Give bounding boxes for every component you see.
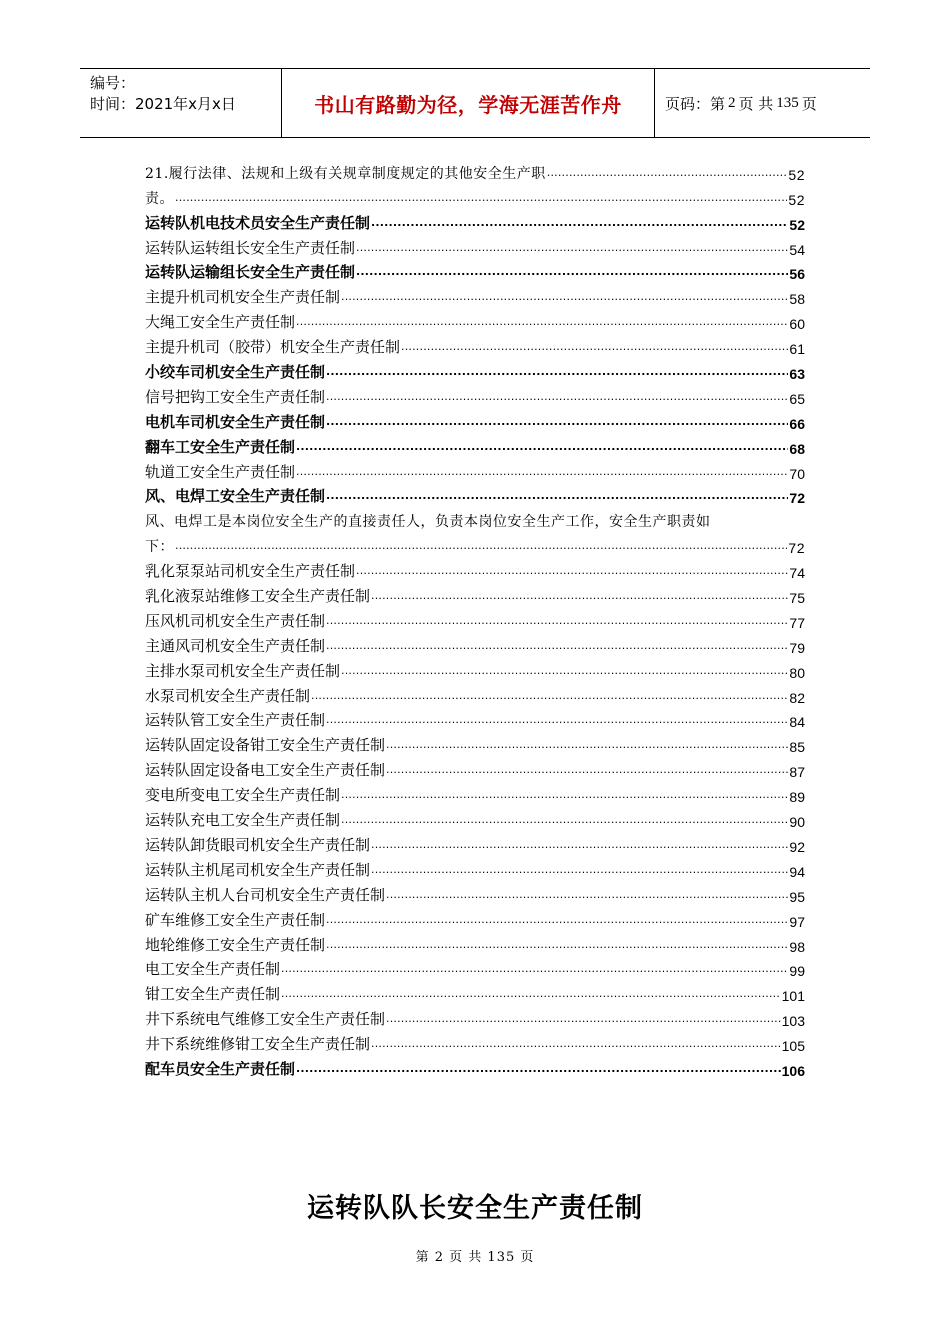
toc-leader-dots [371,589,788,602]
toc-entry-title: 运转队主机人台司机安全生产责任制 [145,885,386,904]
toc-entry[interactable] [145,1029,805,1054]
page-number: 2 [728,94,736,111]
toc-leader-dots [326,415,788,428]
toc-leader-dots [296,465,788,478]
toc-entry-title: 信号把钩工安全生产责任制 [145,387,326,406]
toc-entry-title: 地轮维修工安全生产责任制 [145,935,326,954]
toc-entry-page: 60 [789,316,805,333]
toc-entry[interactable] [145,357,805,382]
toc-entry[interactable] [145,208,805,233]
toc-entry-page: 80 [789,664,805,681]
toc-entry-title: 运转队充电工安全生产责任制 [145,811,341,830]
toc-entry[interactable] [145,905,805,930]
toc-entry-title: 井下系统维修钳工安全生产责任制 [145,1035,371,1054]
toc-leader-dots [341,664,788,677]
toc-entry-title: 运转队卸货眼司机安全生产责任制 [145,835,371,854]
toc-entry[interactable] [145,805,805,830]
toc-entry-page: 56 [789,266,805,283]
toc-entry-title: 运转队主机尾司机安全生产责任制 [145,860,371,879]
toc-entry-page: 98 [789,938,805,955]
toc-leader-dots [175,191,787,204]
toc-entry[interactable] [145,282,805,307]
toc-entry-page: 63 [789,366,805,383]
toc-entry-page: 52 [788,166,805,183]
toc-entry[interactable] [145,158,805,183]
toc-entry[interactable] [145,730,805,755]
toc-entry-title: 小绞车司机安全生产责任制 [145,363,326,382]
toc-entry-title: 运转队固定设备电工安全生产责任制 [145,761,386,780]
toc-entry-page: 61 [789,341,805,358]
toc-entry-page: 84 [789,714,805,731]
toc-leader-dots [371,1037,781,1050]
toc-entry-title: 变电所变电工安全生产责任制 [145,786,341,805]
toc-entry[interactable] [145,681,805,706]
toc-entry-page: 72 [789,490,805,507]
toc-entry-title: 运转队运输组长安全生产责任制 [145,263,356,282]
toc-leader-dots [296,440,788,453]
toc-entry-title: 下： [145,539,174,556]
toc-entry-title: 主通风司机安全生产责任制 [145,636,326,655]
toc-entry-page: 95 [789,888,805,905]
toc-entry-title: 轨道工安全生产责任制 [145,462,296,481]
toc-entry[interactable] [145,706,805,731]
toc-entry-title: 运转队运转组长安全生产责任制 [145,238,356,257]
header-page-info [655,69,870,137]
toc-entry[interactable] [145,407,805,432]
toc-entry-page: 74 [789,565,805,582]
page-mid: 页 共 [738,94,774,113]
toc-leader-dots [311,689,788,702]
toc-entry[interactable] [145,1054,805,1079]
table-of-contents [145,158,805,1079]
page-suffix: 页 [801,94,817,113]
time-label: 时间：2021年x月x日 [90,95,236,113]
toc-entry-page: 82 [789,689,805,706]
toc-entry[interactable] [145,556,805,581]
toc-entry-title: 运转队固定设备钳工安全生产责任制 [145,736,386,755]
toc-entry[interactable] [145,979,805,1004]
toc-entry[interactable] [145,332,805,357]
toc-entry-page: 90 [789,814,805,831]
page-header [80,68,870,138]
toc-entry-title: 责。 [145,190,174,207]
toc-entry-page: 72 [788,540,805,557]
toc-leader-dots [281,987,781,1000]
toc-leader-dots [371,216,788,229]
toc-leader-dots [326,365,788,378]
toc-entry-title: 大绳工安全生产责任制 [145,313,296,332]
toc-leader-dots [371,863,788,876]
toc-leader-dots [386,888,788,901]
toc-entry-page: 77 [789,614,805,631]
toc-entry-page: 52 [789,216,805,233]
toc-entry[interactable] [145,382,805,407]
toc-leader-dots [356,265,788,278]
toc-entry[interactable] [145,880,805,905]
toc-entry-title: 乳化泵泵站司机安全生产责任制 [145,562,356,581]
toc-entry-title: 配车员安全生产责任制 [145,1059,296,1078]
toc-leader-dots [326,390,788,403]
toc-entry[interactable] [145,307,805,332]
toc-entry-title: 主提升机司（胶带）机安全生产责任制 [145,338,401,357]
toc-entry[interactable] [145,233,805,258]
toc-entry-title: 翻车工安全生产责任制 [145,437,296,456]
toc-leader-dots [371,838,788,851]
toc-entry[interactable] [145,780,805,805]
toc-entry-page: 58 [789,291,805,308]
toc-entry-title: 井下系统电气维修工安全生产责任制 [145,1010,386,1029]
toc-entry-title: 乳化液泵站维修工安全生产责任制 [145,587,371,606]
toc-entry-page: 105 [781,1038,805,1055]
toc-entry-title: 矿车维修工安全生产责任制 [145,910,326,929]
toc-entry[interactable] [145,855,805,880]
toc-entry[interactable] [145,656,805,681]
toc-paragraph-line: 风、电焊工是本岗位安全生产的直接责任人，负责本岗位安全生产工作，安全生产职责如 [145,514,711,531]
toc-entry-page: 97 [789,913,805,930]
toc-entry[interactable] [145,457,805,482]
page-total: 135 [776,94,799,111]
toc-entry-page: 65 [789,390,805,407]
toc-entry[interactable] [145,930,805,955]
toc-entry-title: 电工安全生产责任制 [145,960,281,979]
toc-entry[interactable] [145,258,805,283]
header-meta [80,69,282,137]
toc-entry[interactable] [145,1004,805,1029]
toc-entry-title: 压风机司机安全生产责任制 [145,611,326,630]
toc-leader-dots [547,166,788,179]
toc-leader-dots [386,763,788,776]
toc-leader-dots [326,639,788,652]
toc-entry[interactable] [145,830,805,855]
toc-entry-title: 风、电焊工安全生产责任制 [145,487,326,506]
toc-entry-page: 70 [789,465,805,482]
toc-entry[interactable] [145,482,805,507]
toc-entry[interactable] [145,755,805,780]
toc-leader-dots [341,813,788,826]
toc-leader-dots [401,340,788,353]
toc-entry[interactable] [145,955,805,980]
toc-entry-page: 75 [789,590,805,607]
toc-entry-page: 85 [789,739,805,756]
code-label: 编号： [90,74,136,92]
toc-entry[interactable] [145,581,805,606]
toc-leader-dots [326,489,788,502]
toc-entry-title: 运转队机电技术员安全生产责任制 [145,213,371,232]
toc-entry-page: 66 [789,415,805,432]
toc-entry-page: 87 [789,764,805,781]
toc-leader-dots [386,1012,781,1025]
toc-entry-page: 89 [789,789,805,806]
toc-leader-dots [296,1062,781,1075]
toc-leader-dots [341,788,788,801]
page-prefix: 页码：第 [665,94,726,113]
toc-entry-title: 21.履行法律、法规和上级有关规章制度规定的其他安全生产职 [145,165,546,182]
toc-leader-dots [296,315,788,328]
toc-leader-dots [326,713,788,726]
toc-entry-page: 103 [781,1013,805,1030]
toc-leader-dots [326,938,788,951]
toc-leader-dots [356,241,788,254]
toc-entry-page: 92 [789,838,805,855]
toc-entry-page: 52 [788,191,805,208]
toc-leader-dots [281,962,788,975]
toc-entry-title: 水泵司机安全生产责任制 [145,686,311,705]
toc-entry-page: 68 [789,440,805,457]
toc-leader-dots [326,913,788,926]
toc-entry[interactable] [145,631,805,656]
toc-leader-dots [341,290,788,303]
toc-entry-title: 钳工安全生产责任制 [145,985,281,1004]
toc-leader-dots [386,738,788,751]
toc-leader-dots [356,564,788,577]
toc-entry-page: 94 [789,863,805,880]
toc-leader-dots [175,539,787,552]
toc-entry[interactable] [145,183,805,208]
header-motto: 书山有路勤为径，学海无涯苦作舟 [282,69,655,137]
toc-leader-dots [326,614,788,627]
toc-entry-page: 54 [789,241,805,258]
toc-entry-title: 运转队管工安全生产责任制 [145,711,326,730]
page-footer: 第 2 页 共 135 页 [415,1250,535,1265]
toc-entry-page: 99 [789,963,805,980]
toc-entry[interactable] [145,432,805,457]
toc-section-2 [145,556,805,1079]
toc-entry-page: 106 [781,1062,805,1079]
toc-entry-title: 主排水泵司机安全生产责任制 [145,661,341,680]
toc-section-1 [145,158,805,506]
section-title: 运转队队长安全生产责任制 [307,1193,643,1224]
toc-entry[interactable] [145,531,805,556]
toc-entry-title: 电机车司机安全生产责任制 [145,412,326,431]
toc-entry[interactable] [145,606,805,631]
toc-entry-title: 主提升机司机安全生产责任制 [145,288,341,307]
toc-entry-page: 101 [781,988,805,1005]
toc-entry-page: 79 [789,639,805,656]
